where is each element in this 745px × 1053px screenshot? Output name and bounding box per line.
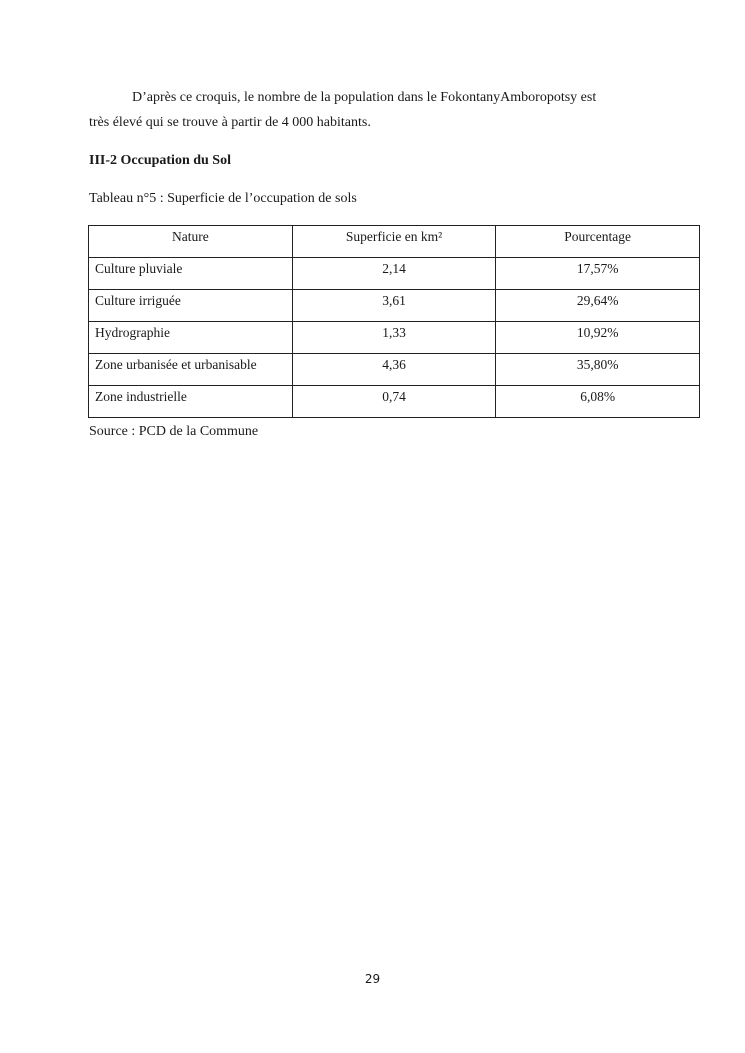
cell-percentage: 35,80% [496, 354, 700, 386]
table-header-row [89, 226, 700, 258]
paragraph-line-1: D’après ce croquis, le nombre de la population dans le FokontanyAmboropotsy est [132, 90, 597, 105]
cell-nature: Culture irriguée [89, 290, 293, 322]
page-number: 29 [364, 972, 381, 986]
land-use-table [88, 225, 700, 418]
cell-nature: Zone industrielle [89, 386, 293, 418]
cell-percentage: 17,57% [496, 258, 700, 290]
cell-area: 3,61 [292, 290, 496, 322]
cell-area: 1,33 [292, 322, 496, 354]
cell-percentage: 29,64% [496, 290, 700, 322]
paragraph-line-2: très élevé qui se trouve à partir de 4 000 habitants. [89, 115, 371, 130]
cell-nature: Hydrographie [89, 322, 293, 354]
cell-area: 4,36 [292, 354, 496, 386]
table-row [89, 290, 700, 322]
cell-nature: Zone urbanisée et urbanisable [89, 354, 293, 386]
column-header-area: Superficie en km² [292, 226, 496, 258]
table-caption: Tableau n°5 : Superficie de l’occupation de sols [89, 191, 357, 206]
table-source: Source : PCD de la Commune [89, 424, 259, 439]
table-row [89, 354, 700, 386]
cell-nature: Culture pluviale [89, 258, 293, 290]
table-row [89, 258, 700, 290]
table-row [89, 386, 700, 418]
cell-percentage: 10,92% [496, 322, 700, 354]
cell-percentage: 6,08% [496, 386, 700, 418]
cell-area: 0,74 [292, 386, 496, 418]
table-row [89, 322, 700, 354]
section-heading: III-2 Occupation du Sol [89, 153, 231, 168]
cell-area: 2,14 [292, 258, 496, 290]
column-header-nature: Nature [89, 226, 293, 258]
column-header-percentage: Pourcentage [496, 226, 700, 258]
